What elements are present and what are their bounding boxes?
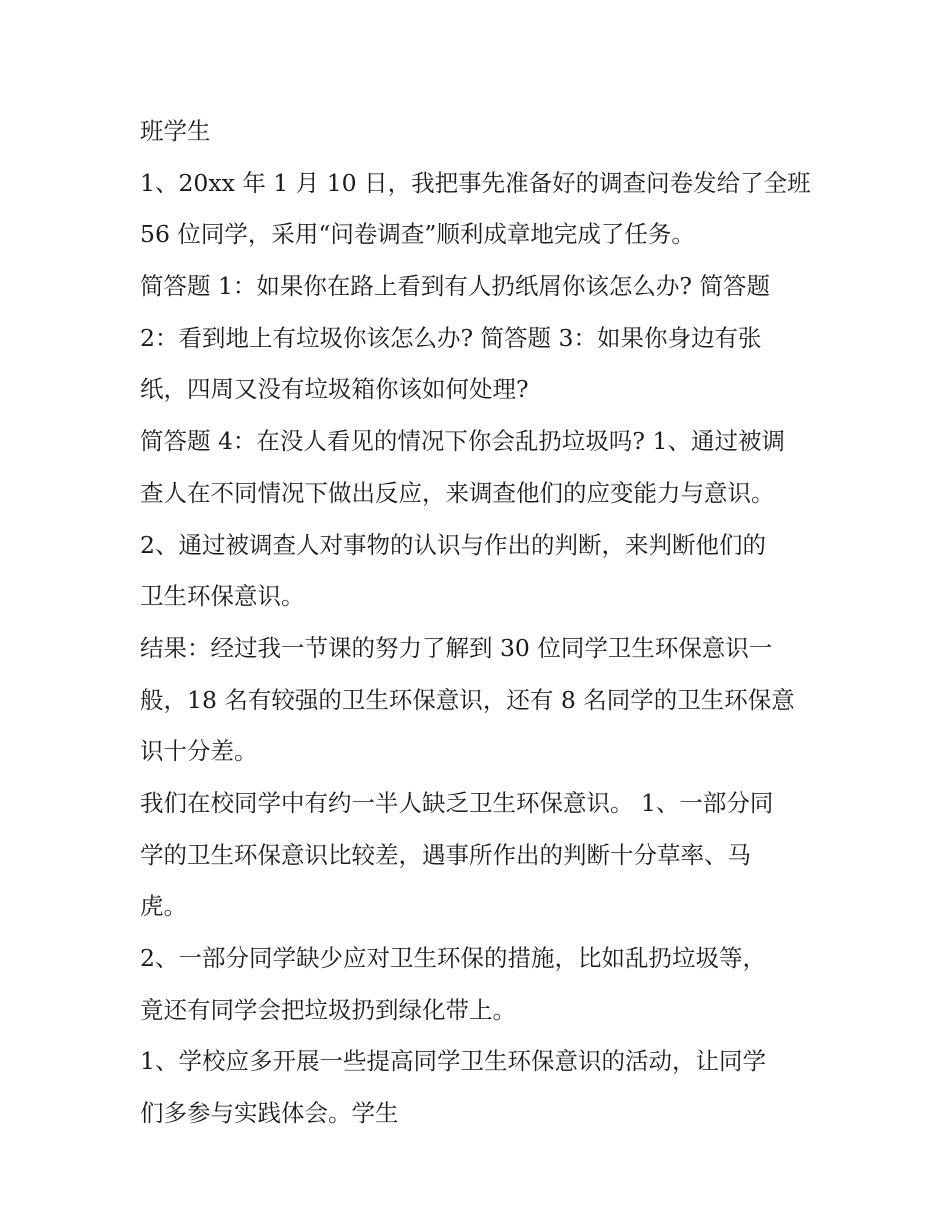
paragraph-9 bbox=[140, 1036, 830, 1139]
text-line: 竟还有同学会把垃圾扔到绿化带上。 bbox=[140, 995, 516, 1024]
paragraph-6 bbox=[140, 623, 830, 778]
text-line: 查人在不同情况下做出反应，来调查他们的应变能力与意识。 bbox=[140, 478, 775, 507]
text-line: 卫生环保意识。 bbox=[140, 582, 305, 611]
text-line: 们多参与实践体会。学生 bbox=[140, 1099, 399, 1128]
text-line: 2、通过被调查人对事物的认识与作出的判断，来判断他们的 bbox=[140, 530, 766, 559]
document-body bbox=[140, 106, 830, 1140]
text-line: 纸，四周又没有垃圾箱你该如何处理? bbox=[140, 375, 529, 404]
text-line: 结果：经过我一节课的努力了解到 30 位同学卫生环保意识一 bbox=[140, 633, 773, 662]
paragraph-1 bbox=[140, 106, 830, 158]
text-line: 般，18 名有较强的卫生环保意识，还有 8 名同学的卫生环保意 bbox=[140, 685, 795, 714]
paragraph-5 bbox=[140, 520, 830, 623]
text-line: 学的卫生环保意识比较差，遇事所作出的判断十分草率、马 bbox=[140, 840, 751, 869]
text-line: 56 位同学，采用“问卷调查”顺利成章地完成了任务。 bbox=[140, 220, 695, 249]
text-line: 班学生 bbox=[140, 117, 211, 145]
text-line: 简答题 4：在没人看见的情况下你会乱扔垃圾吗? 1、通过被调 bbox=[140, 427, 785, 456]
text-line: 1、20xx 年 1 月 10 日，我把事先准备好的调查问卷发给了全班 bbox=[140, 168, 811, 197]
paragraph-8 bbox=[140, 933, 830, 1036]
paragraph-7 bbox=[140, 778, 830, 933]
paragraph-3 bbox=[140, 261, 830, 416]
text-line: 虎。 bbox=[140, 892, 187, 921]
paragraph-2 bbox=[140, 158, 830, 261]
text-line: 2、一部分同学缺少应对卫生环保的措施，比如乱扔垃圾等， bbox=[140, 944, 766, 972]
text-line: 2：看到地上有垃圾你该怎么办? 简答题 3：如果你身边有张 bbox=[140, 323, 762, 352]
text-line: 识十分差。 bbox=[140, 737, 258, 766]
text-line: 简答题 1：如果你在路上看到有人扔纸屑你该怎么办? 简答题 bbox=[140, 272, 770, 301]
paragraph-4 bbox=[140, 416, 830, 519]
text-line: 我们在校同学中有约一半人缺乏卫生环保意识。 1、一部分同 bbox=[140, 788, 774, 817]
text-line: 1、学校应多开展一些提高同学卫生环保意识的活动，让同学 bbox=[140, 1047, 766, 1076]
